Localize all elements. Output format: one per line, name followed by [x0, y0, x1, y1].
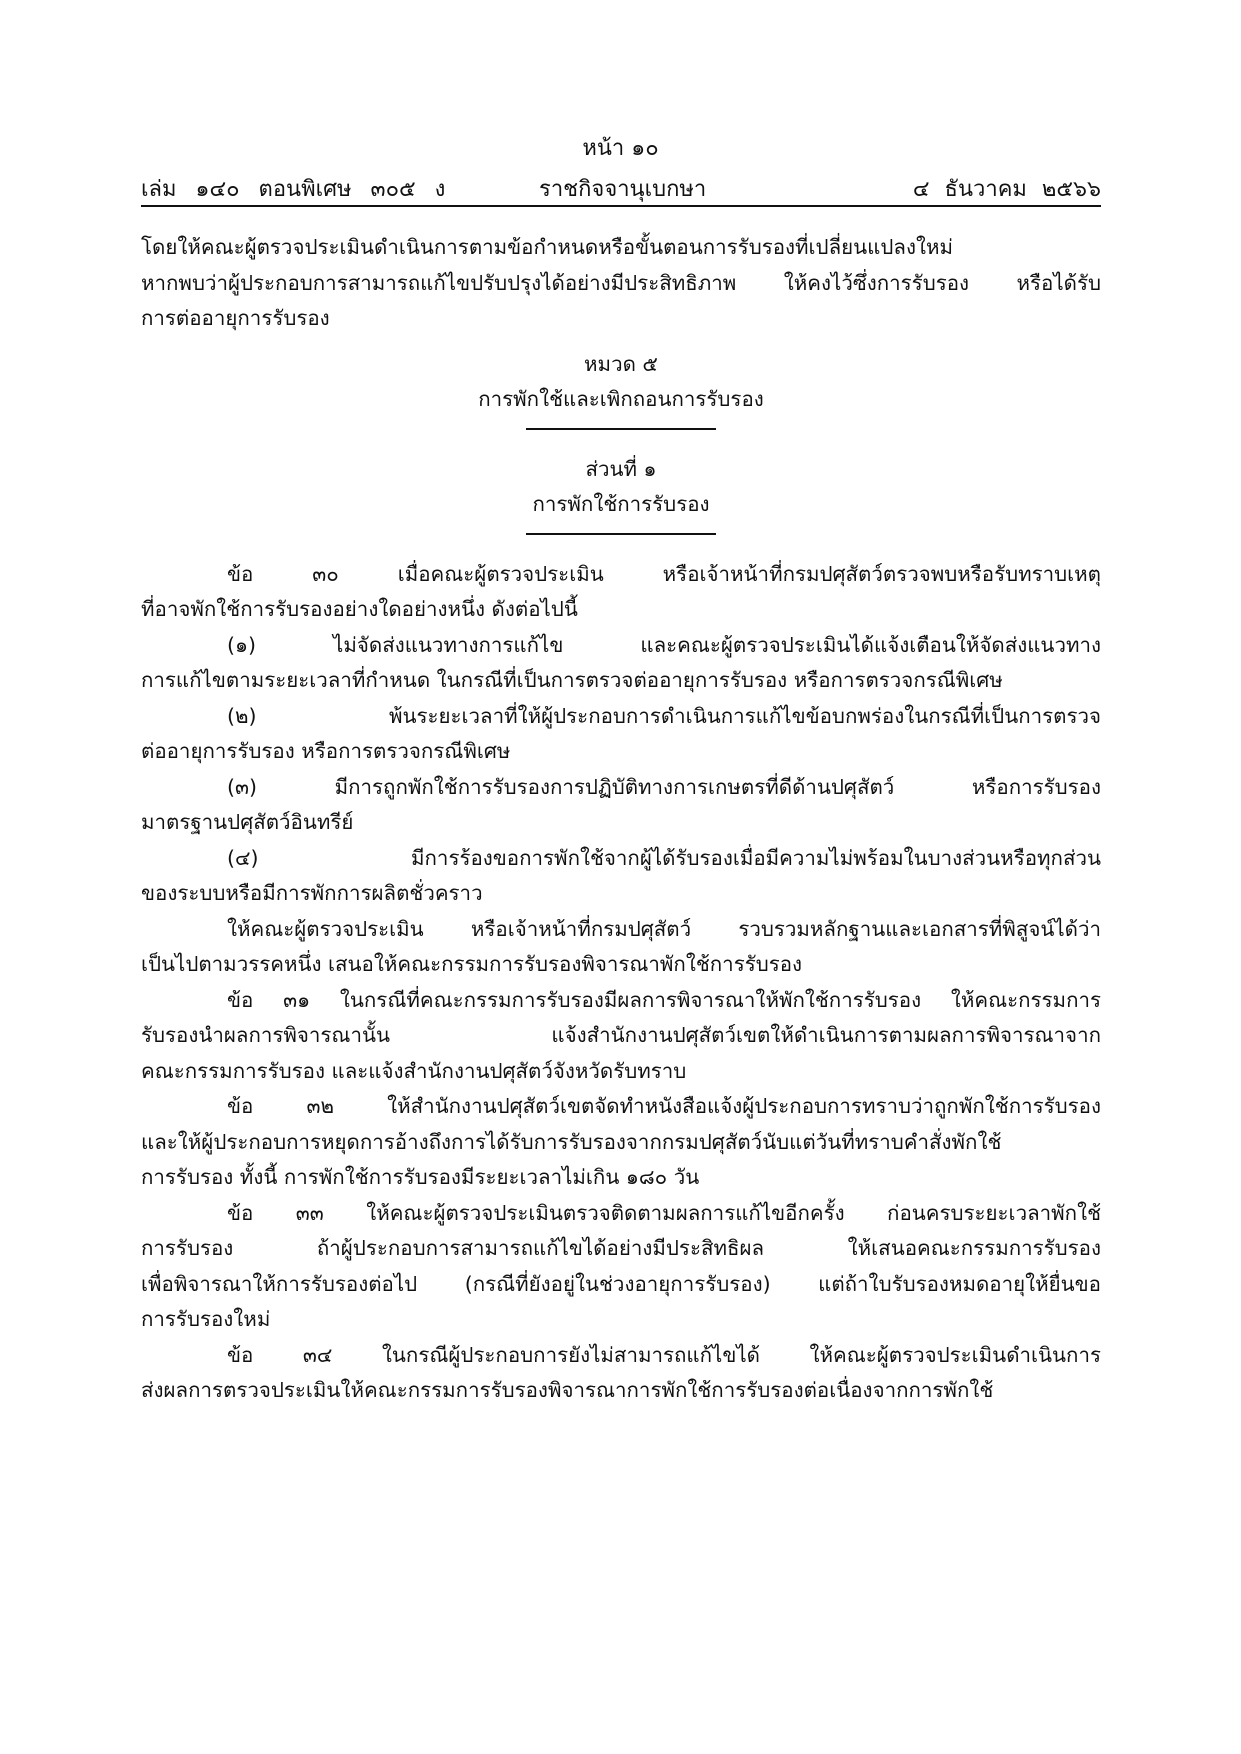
section-30-paragraph-2 [141, 912, 1101, 983]
text-line: ข้อ ๓๒ ให้สำนักงานปศุสัตว์เขตจัดทำหนังสือแจ้งผู้ประกอบการทราบว่าถูกพักใช้การรับรอง [227, 1094, 1101, 1118]
item-4 [141, 841, 1101, 912]
text-line: ข้อ ๓๑ ในกรณีที่คณะกรรมการรับรองมีผลการพิจารณาให้พักใช้การรับรอง ให้คณะกรรมการ [227, 987, 1101, 1012]
text-line: การแก้ไขตามระยะเวลาที่กำหนด ในกรณีที่เป็นการตรวจต่ออายุการรับรอง หรือการตรวจกรณีพิเศษ [141, 668, 1003, 692]
text-line: ส่งผลการตรวจประเมินให้คณะกรรมการรับรองพิจารณาการพักใช้การรับรองต่อเนื่องจากการพักใช้ [141, 1378, 994, 1402]
item-1 [141, 628, 1101, 699]
text-line: (๓) มีการถูกพักใช้การรับรองการปฏิบัติทางการเกษตรที่ดีด้านปศุสัตว์ หรือการรับรอง [227, 774, 1101, 799]
text-line: การรับรองใหม่ [141, 1307, 271, 1331]
text-line: การรับรอง ถ้าผู้ประกอบการสามารถแก้ไขได้อย่างมีประสิทธิผล ให้เสนอคณะกรรมการรับรอง [141, 1236, 1101, 1260]
gazette-header [141, 171, 1101, 203]
text-line: ที่อาจพักใช้การรับรองอย่างใดอย่างหนึ่ง ดังต่อไปนี้ [141, 597, 578, 621]
volume-issue: เล่ม ๑๔๐ ตอนพิเศษ ๓๐๕ ง [141, 177, 446, 202]
section-34 [141, 1338, 1101, 1409]
item-3 [141, 770, 1101, 841]
text-line: เพื่อพิจารณาให้การรับรองต่อไป (กรณีที่ยังอยู่ในช่วงอายุการรับรอง) แต่ถ้าใบรับรองหมดอายุให้ยื่นขอ [141, 1271, 1101, 1296]
text-line: (๒) พ้นระยะเวลาที่ให้ผู้ประกอบการดำเนินการแก้ไขข้อบกพร่องในกรณีที่เป็นการตรวจ [227, 703, 1101, 728]
text-line: หากพบว่าผู้ประกอบการสามารถแก้ไขปรับปรุงได้อย่างมีประสิทธิภาพ ให้คงไว้ซึ่งการรับรอง หรือได้รับ [141, 270, 1101, 295]
section-31 [141, 983, 1101, 1090]
text-line: ของระบบหรือมีการพักการผลิตชั่วคราว [141, 881, 483, 905]
item-2 [141, 699, 1101, 770]
page-number: หน้า ๑๐ [582, 136, 659, 161]
document-body [141, 230, 1101, 1409]
intro-paragraph [141, 230, 1101, 337]
text-line: ข้อ ๓๓ ให้คณะผู้ตรวจประเมินตรวจติดตามผลการแก้ไขอีกครั้ง ก่อนครบระยะเวลาพักใช้ [227, 1200, 1101, 1225]
section-33 [141, 1196, 1101, 1338]
text-line: ข้อ ๓๔ ในกรณีผู้ประกอบการยังไม่สามารถแก้ไขได้ ให้คณะผู้ตรวจประเมินดำเนินการ [227, 1342, 1101, 1367]
section-divider [526, 533, 716, 535]
text-line: มาตรฐานปศุสัตว์อินทรีย์ [141, 810, 354, 834]
text-line: รับรองนำผลการพิจารณานั้น แจ้งสำนักงานปศุสัตว์เขตให้ดำเนินการตามผลการพิจารณาจาก [141, 1023, 1101, 1047]
header-rule [141, 205, 1101, 207]
part-title: การพักใช้การรับรอง [532, 492, 710, 516]
chapter-title: การพักใช้และเพิกถอนการรับรอง [478, 387, 764, 411]
text-line: คณะกรรมการรับรอง และแจ้งสำนักงานปศุสัตว์จังหวัดรับทราบ [141, 1058, 687, 1083]
publication-date: ๔ ธันวาคม ๒๕๖๖ [912, 177, 1101, 202]
section-30 [141, 557, 1101, 628]
text-line: (๔) มีการร้องขอการพักใช้จากผู้ได้รับรองเมื่อมีความไม่พร้อมในบางส่วนหรือทุกส่วน [227, 845, 1101, 870]
text-line: ให้คณะผู้ตรวจประเมิน หรือเจ้าหน้าที่กรมปศุสัตว์ รวบรวมหลักฐานและเอกสารที่พิสูจน์ได้ว่า [227, 916, 1101, 941]
text-line: การรับรอง ทั้งนี้ การพักใช้การรับรองมีระยะเวลาไม่เกิน ๑๘๐ วัน [141, 1165, 700, 1189]
part-number: ส่วนที่ ๑ [585, 456, 657, 481]
section-32 [141, 1089, 1101, 1196]
text-line: และให้ผู้ประกอบการหยุดการอ้างถึงการได้รับการรับรองจากกรมปศุสัตว์นับแต่วันที่ทราบคำสั่งพักใช้ [141, 1129, 1002, 1154]
text-line: (๑) ไม่จัดส่งแนวทางการแก้ไข และคณะผู้ตรวจประเมินได้แจ้งเตือนให้จัดส่งแนวทาง [227, 632, 1101, 657]
text-line: ต่ออายุการรับรอง หรือการตรวจกรณีพิเศษ [141, 739, 511, 763]
section-divider [526, 428, 716, 430]
text-line: โดยให้คณะผู้ตรวจประเมินดำเนินการตามข้อกำหนดหรือขั้นตอนการรับรองที่เปลี่ยนแปลงใหม่ [141, 235, 953, 259]
gazette-title: ราชกิจจานุเบกษา [539, 177, 707, 202]
text-line: ข้อ ๓๐ เมื่อคณะผู้ตรวจประเมิน หรือเจ้าหน้าที่กรมปศุสัตว์ตรวจพบหรือรับทราบเหตุ [227, 561, 1101, 586]
chapter-number: หมวด ๕ [584, 351, 658, 376]
text-line: การต่ออายุการรับรอง [141, 306, 330, 330]
text-line: เป็นไปตามวรรคหนึ่ง เสนอให้คณะกรรมการรับรองพิจารณาพักใช้การรับรอง [141, 952, 803, 976]
